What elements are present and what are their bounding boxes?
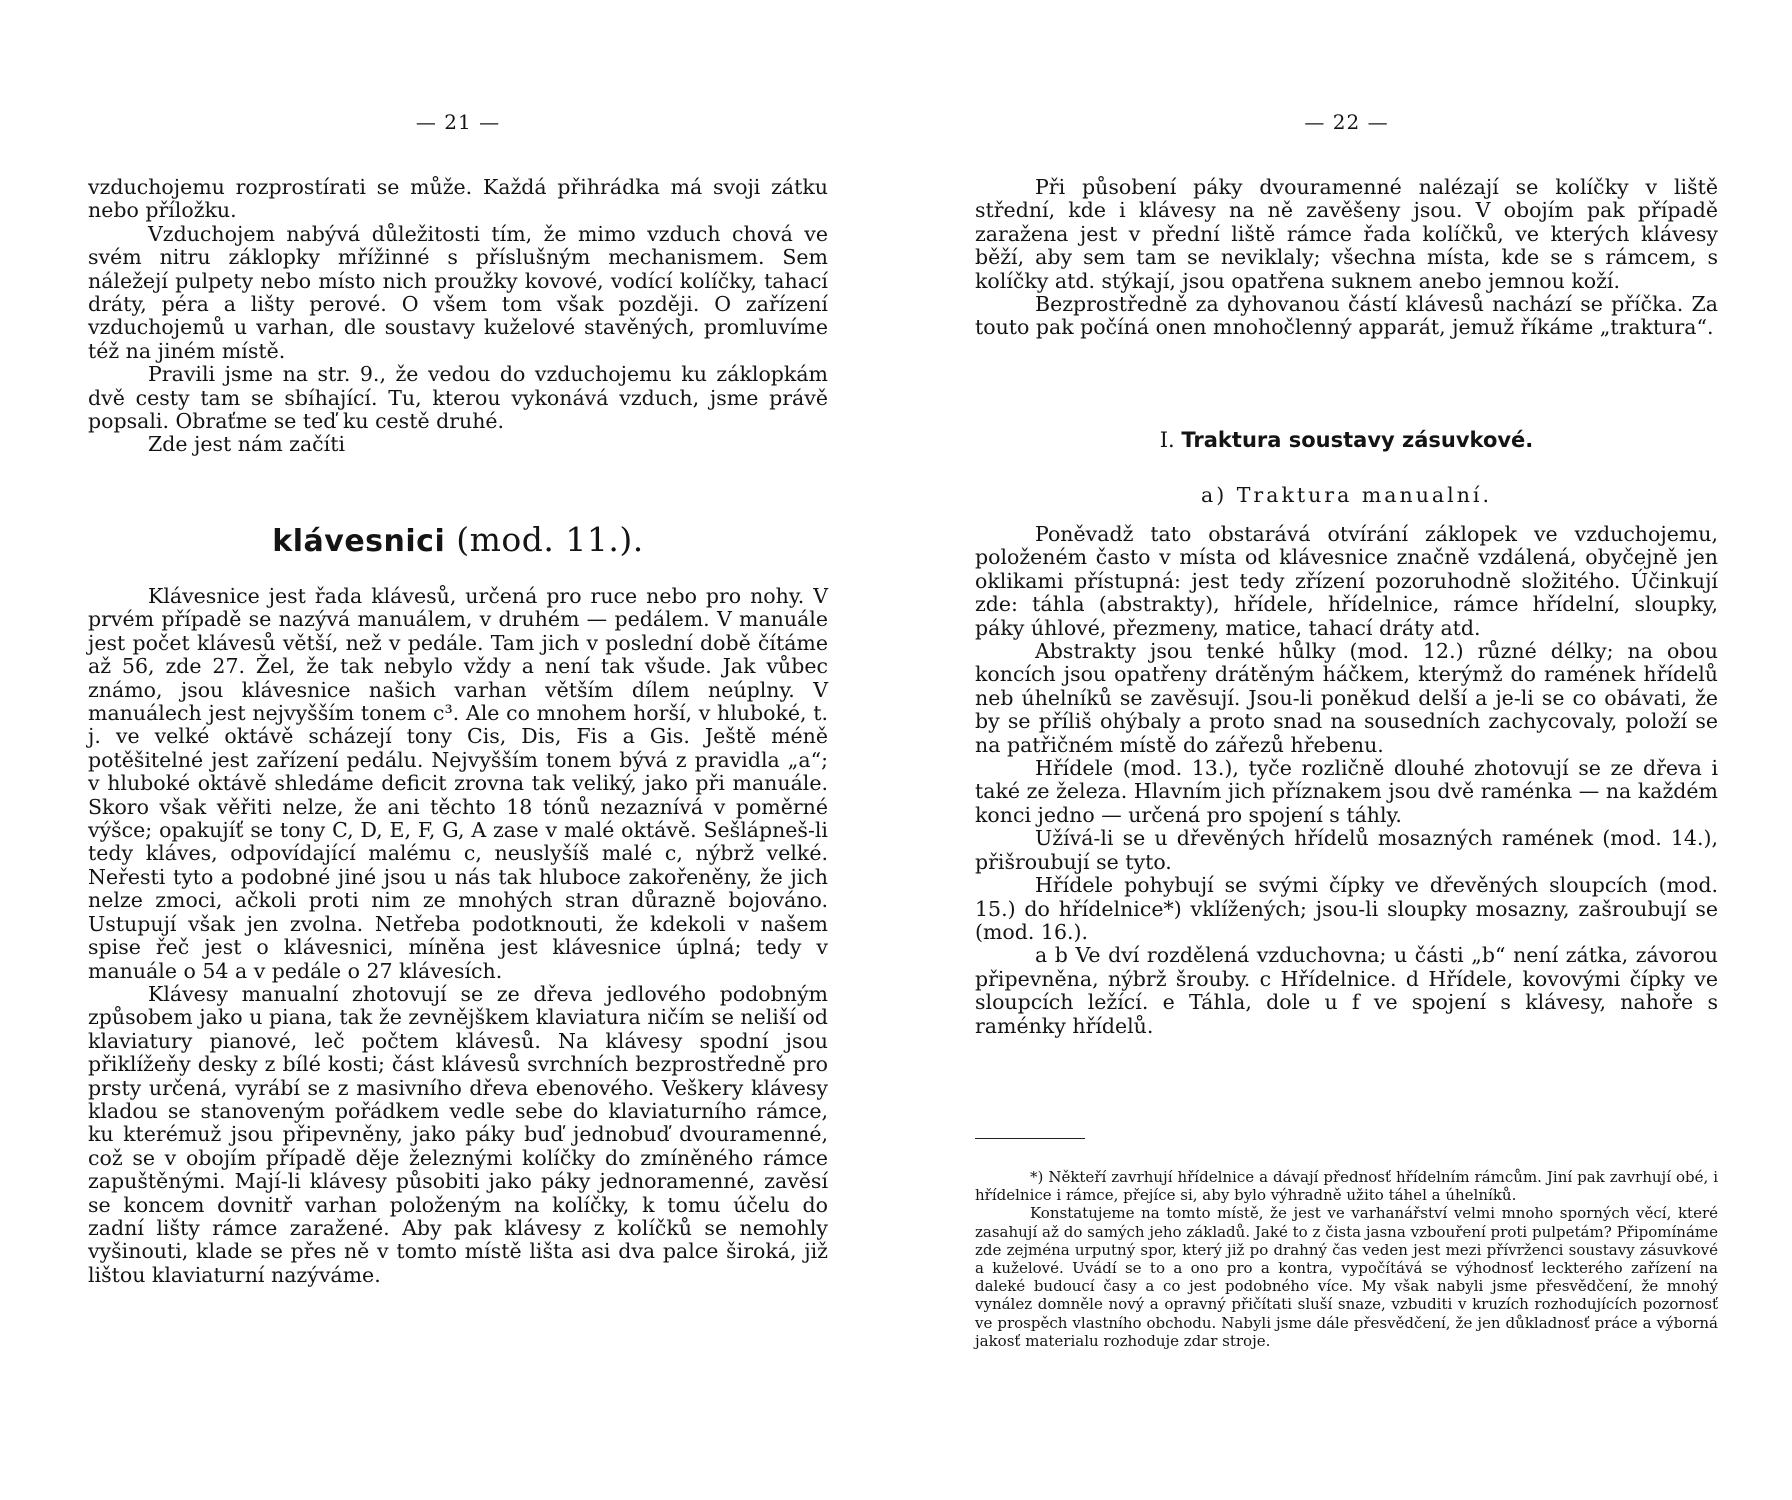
paragraph: Zde jest nám začíti — [148, 432, 346, 457]
left-page — [88, 0, 828, 1500]
paragraph: Klávesy manualní zhotovují se ze dřeva jedlového podobným způsobem jako u piana, tak že zevnějškem klaviatura ničím se neliší od klaviatury pianové, leč počtem klávesů. Na klávesy spodní jsou přiklížeňy desky z bílé kosti; část klávesů svrchních bezprostředně pro prsty určená, vyrábí se z masivního dřeva ebenového. Veškery klávesy kladou se stanoveným pořádkem vedle sebe do klaviaturního rámce, ku kterémuž jsou připevněny, jako páky buď jednobuď dvouramenné, což se v obojím případě děje železnými kolíčky do zmíněného rámce zapuštěnými. Mají-li klávesy působiti jako páky jednoramenné, zavěsí se koncem dovnitř varhan položeným na kolíčky, k tomu účelu do zadní lišty rámce zaražené. Aby pak klávesy z kolíčků se nemohly vyšinouti, klade se přes ně v tomto místě lišta asi dva palce široká, již lištou klaviaturní nazýváme. — [88, 981, 828, 1287]
section-heading-klavesnici — [88, 520, 828, 559]
paragraph: Užívá-li se u dřevěných hřídelů mosazných ramének (mod. 14.), přišroubují se tyto. — [975, 826, 1718, 874]
paragraph: Klávesnice jest řada klávesů, určená pro ruce nebo pro nohy. V prvém případě se nazývá manuálem, v druhém — pedálem. V manuále jest počet klávesů větší, než v pedále. Tam jich v poslední době čítáme až 56, zde 27. Žel, že tak nebylo vždy a není tak všude. Jak vůbec známo, jsou klávesnice našich varhan větším dílem neúplny. V manuálech jest nejvyšším tonem c³. Ale co mnohem horší, v hluboké, t. j. ve velké oktávě scházejí tony Cis, Dis, Fis a Gis. Ještě méně potěšitelné jest zařízení pedálu. Nejvyšším tonem bývá z pravidla „a“; v hluboké oktávě shledáme deficit zrovna tak veliký, jako při manuále. Skoro však věřiti nelze, že ani těchto 18 tónů nezaznívá v poměrné výšce; opakujíť se tony C, D, E, F, G, A zase v malé oktávě. Sešlápneš-li tedy kláves, odpovídající malému c, neuslyšíš malé c, nýbrž velké. Neřesti tyto a podobné jiné jsou u nás tak hluboce zakořeněny, že jich nelze zmoci, ačkoli proti nim ze mnohých stran důrazně bojováno. Ustupují však jen zvolna. Netřeba podotknouti, že kdekoli v našem spise řeč jest o klávesnici, míněna jest klávesnice úplná; tedy v manuále o 54 a v pedále o 27 klávesích. — [88, 584, 828, 983]
heading-word: klávesnici — [272, 524, 446, 559]
paragraph: Hřídele pohybují se svými čípky ve dřevěných sloupcích (mod. 15.) do hřídelnice*) vklížených; jsou-li sloupky mosazny, zašroubují se (mod. 16.). — [975, 873, 1718, 944]
page-number-right: — 22 — — [1304, 110, 1389, 134]
footnote: *) Někteří zavrhují hřídelnice a dávají přednosť hřídelním rámcům. Jiní pak zavrhují obé, i hřídelnice i rámce, přejíce si, aby bylo výhradně užito táhel a úhelníků. — [975, 1168, 1718, 1205]
subsection-title: a) Traktura manualní. — [1201, 483, 1492, 507]
paragraph: Při působení páky dvouramenné nalézají se kolíčky v liště střední, kde i klávesy na ně zavěšeny jsou. V obojím pak případě zaražena jest v přední liště rámce řada kolíčků, ve kterých klávesy běží, aby sem tam se neviklaly; všechna místa, kde se s rámcem, s kolíčky atd. stýkají, jsou opatřena suknem anebo jemnou koží. — [975, 175, 1718, 293]
footnote-divider — [975, 1138, 1085, 1139]
paragraph: Pravili jsme na str. 9., že vedou do vzduchojemu ku záklopkám dvě cesty tam se sbíhající. Tu, kterou vykonává vzduch, jsme právě popsali. Obraťme se teď ku cestě druhé. — [88, 362, 828, 434]
right-main-text — [975, 523, 1718, 1038]
right-page — [975, 0, 1718, 1500]
paragraph: Hřídele (mod. 13.), tyče rozličně dlouhé zhotovují se ze dřeva i také ze železa. Hlavním jich příznakem jsou dvě raménka — na každém konci jedno — určená pro spojení s táhly. — [975, 756, 1718, 827]
paragraph: a b Ve dví rozdělená vzduchovna; u části „b“ není zátka, závorou připevněna, nýbrž šrouby. c Hřídelnice. d Hřídele, kovovými čípky ve sloupcích ležící. e Táhla, dole u f ve spojení s klávesy, nahoře s raménky hřídelů. — [975, 943, 1718, 1038]
paragraph: Bezprostředně za dyhovanou částí klávesů nachází se příčka. Za touto pak počíná onen mnohočlenný apparát, jemuž říkáme „traktura“. — [975, 292, 1718, 340]
left-main-text — [88, 585, 828, 1287]
right-top-text — [975, 176, 1718, 340]
left-top-text — [88, 176, 828, 457]
section-title — [975, 428, 1718, 452]
footnotes — [975, 1168, 1718, 1350]
paragraph: vzduchojemu rozprostírati se může. Každá přihrádka má svoji zátku nebo příložku. — [88, 175, 828, 223]
paragraph: Poněvadž tato obstarává otvírání záklopek ve vzduchojemu, položeném často v místa od klávesnice značně vzdálená, obyčejně jen oklikami přístupná: jest tedy zřízení pozoruhodně složitého. Účinkují zde: táhla (abstrakty), hřídele, hřídelnice, rámce hřídelní, sloupky, páky úhlové, přezmeny, matice, tahací dráty atd. — [975, 522, 1718, 640]
footnote: Konstatujeme na tomto místě, že jest ve varhanářství velmi mnoho sporných věcí, které zasahují až do samých jeho základů. Jaké to z čista jasna vzbouření proti pulpetám? Připomínáme zde zejména urputný spor, který již po drahný čas veden jest mezi přívrženci soustavy zásuvkové a kuželové. Uvádí se to a ono pro a kontra, vypočítává se výhodnosť leckterého zařízení na daleké budoucí časy a co jest podobného více. My však nabyli jsme přesvědčení, že mnohý vynález domněle nový a opravný přičítati sluší snaze, vzbuditi v kruzích rozhodujících pozornosť ve prospěch vlastního obchodu. Nabyli jsme dále přesvědčení, že jen důkladnosť práce a výborná jakosť materialu rozhoduje zdar stroje. — [975, 1204, 1718, 1350]
paragraph: Vzduchojem nabývá důležitosti tím, že mimo vzduch chová ve svém nitru záklopky mřížinné s příslušným mechanismem. Sem náležejí pulpety nebo místo nich proužky kovové, vodící kolíčky, tahací dráty, péra a lišty perové. O všem tom však později. O zařízení vzduchojemů u varhan, dle soustavy kuželové stavěných, promluvíme též na jiném místě. — [88, 221, 828, 363]
heading-reference: (mod. 11.). — [445, 520, 644, 559]
paragraph: Abstrakty jsou tenké hůlky (mod. 12.) různé délky; na obou koncích jsou opatřeny drátěným háčkem, kterýmž do ramének hřídelů neb úhelníků se zavěsují. Jsou-li poněkud delší a je-li se co obávati, že by se příliš ohýbaly a proto snad na sousedních zachycovaly, položí se na patřičném místě do zářezů hřebenu. — [975, 639, 1718, 757]
page-number-left: — 21 — — [415, 110, 501, 134]
section-number: I. — [1159, 428, 1175, 452]
section-title-text: Traktura soustavy zásuvkové. — [1181, 428, 1534, 452]
